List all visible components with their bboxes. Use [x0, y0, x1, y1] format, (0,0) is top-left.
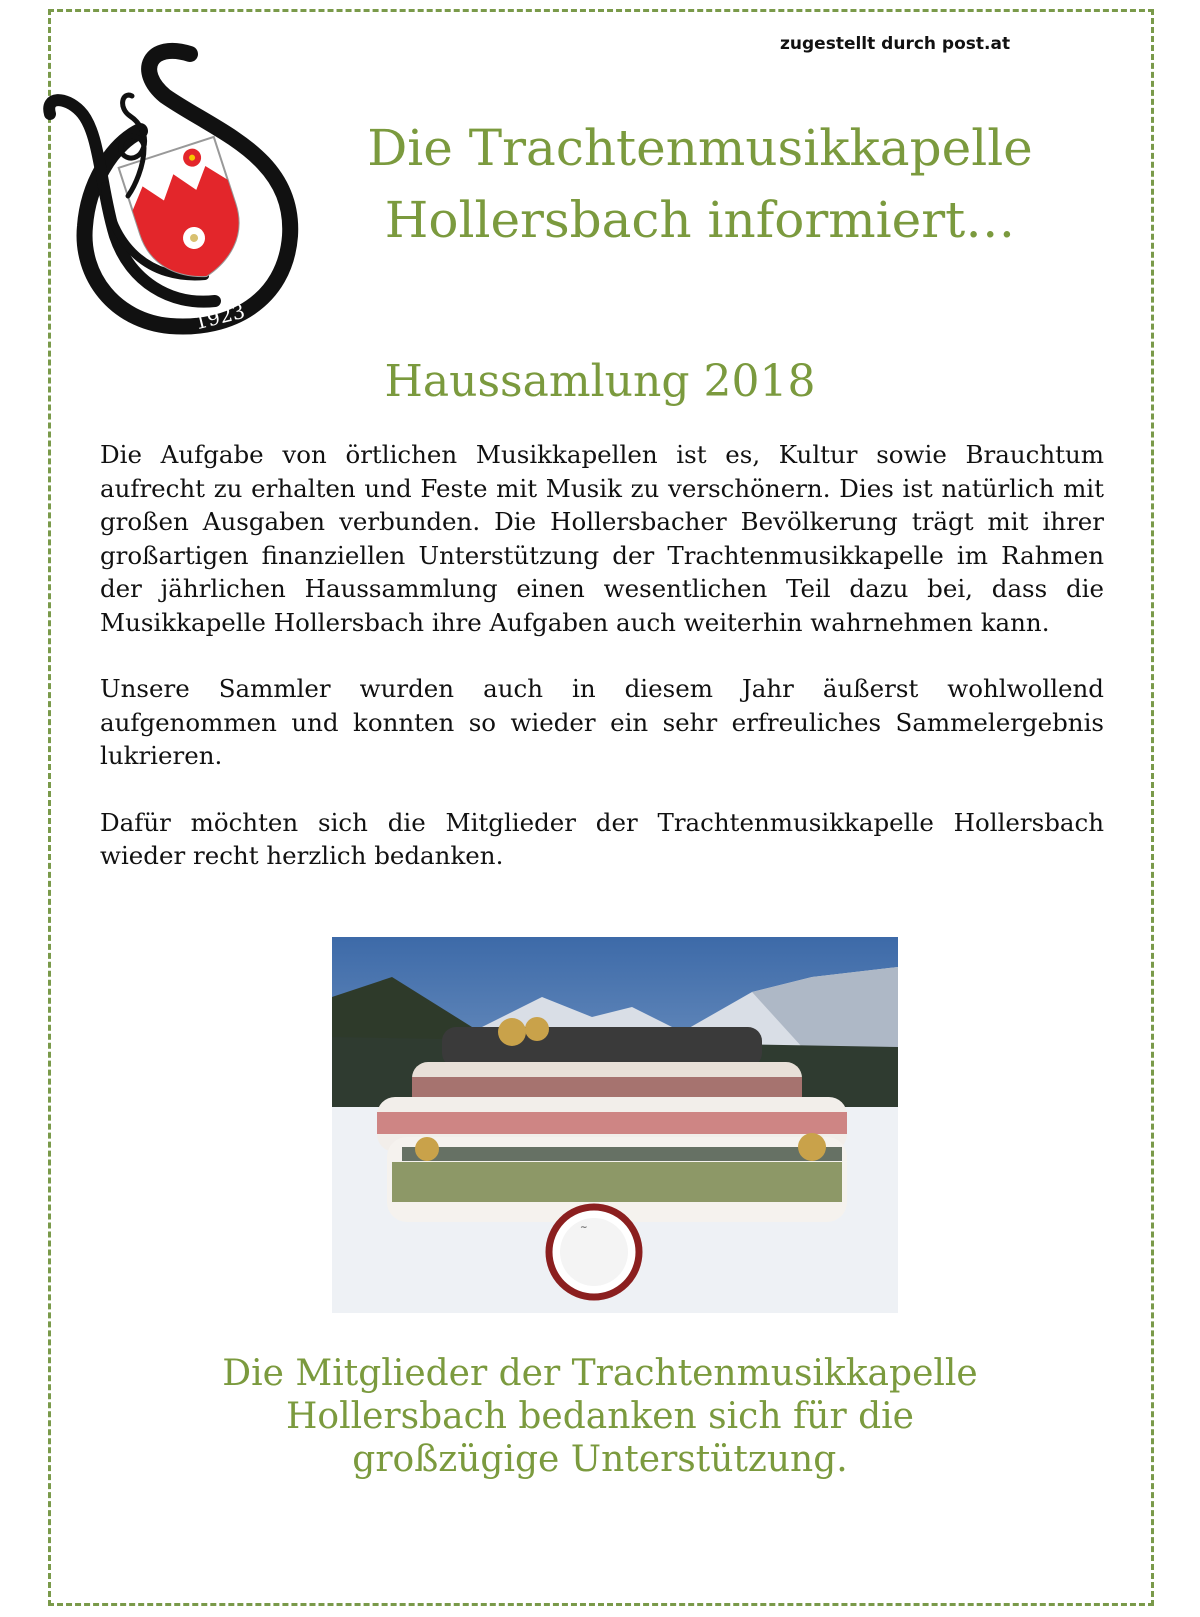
closing-message — [170, 1352, 1030, 1481]
closing-line-1: Die Mitglieder der Trachtenmusikkapelle — [222, 1353, 978, 1394]
band-logo — [40, 36, 310, 346]
band-emblem-icon — [40, 36, 310, 346]
paragraph-2: Unsere Sammler wurden auch in diesem Jahr äußerst wohlwollend aufgenommen und konnten so wieder ein sehr erfreuliches Sammelergebnis lukrieren. — [100, 674, 1104, 770]
page-title — [320, 112, 1080, 256]
closing-line-2: Hollersbach bedanken sich für die — [286, 1396, 914, 1437]
logo-year: 1923 — [192, 298, 248, 335]
title-line-1: Die Trachtenmusikkapelle — [367, 119, 1033, 177]
section-heading: Haussamlung 2018 — [384, 356, 816, 407]
closing-line-3: großzügige Unterstützung. — [352, 1439, 848, 1480]
title-line-2: Hollersbach informiert… — [384, 191, 1016, 249]
svg-text:~: ~ — [580, 1223, 588, 1233]
band-photo — [332, 937, 898, 1313]
paragraph-3: Dafür möchten sich die Mitglieder der Trachtenmusikkapelle Hollersbach wieder recht herzlich bedanken. — [100, 807, 1104, 870]
postal-note: zugestellt durch post.at — [780, 34, 1011, 54]
paragraph-1: Die Aufgabe von örtlichen Musikkapellen ist es, Kultur sowie Brauchtum aufrecht zu erhalten und Feste mit Musik zu verschönern. Dies ist natürlich mit großen Ausgaben verbunden. Die Hollersbacher Bevölkerung trägt mit ihrer großartigen finanziellen Unterstützung der Trachtenmusikkapelle im Rahmen der jährlichen Haussammlung einen wesentlichen Teil dazu bei, dass die Musikkapelle Hollersbach ihre Aufgaben auch weiterhin wahrnehmen kann. — [100, 440, 1104, 637]
body-text — [100, 438, 1104, 906]
